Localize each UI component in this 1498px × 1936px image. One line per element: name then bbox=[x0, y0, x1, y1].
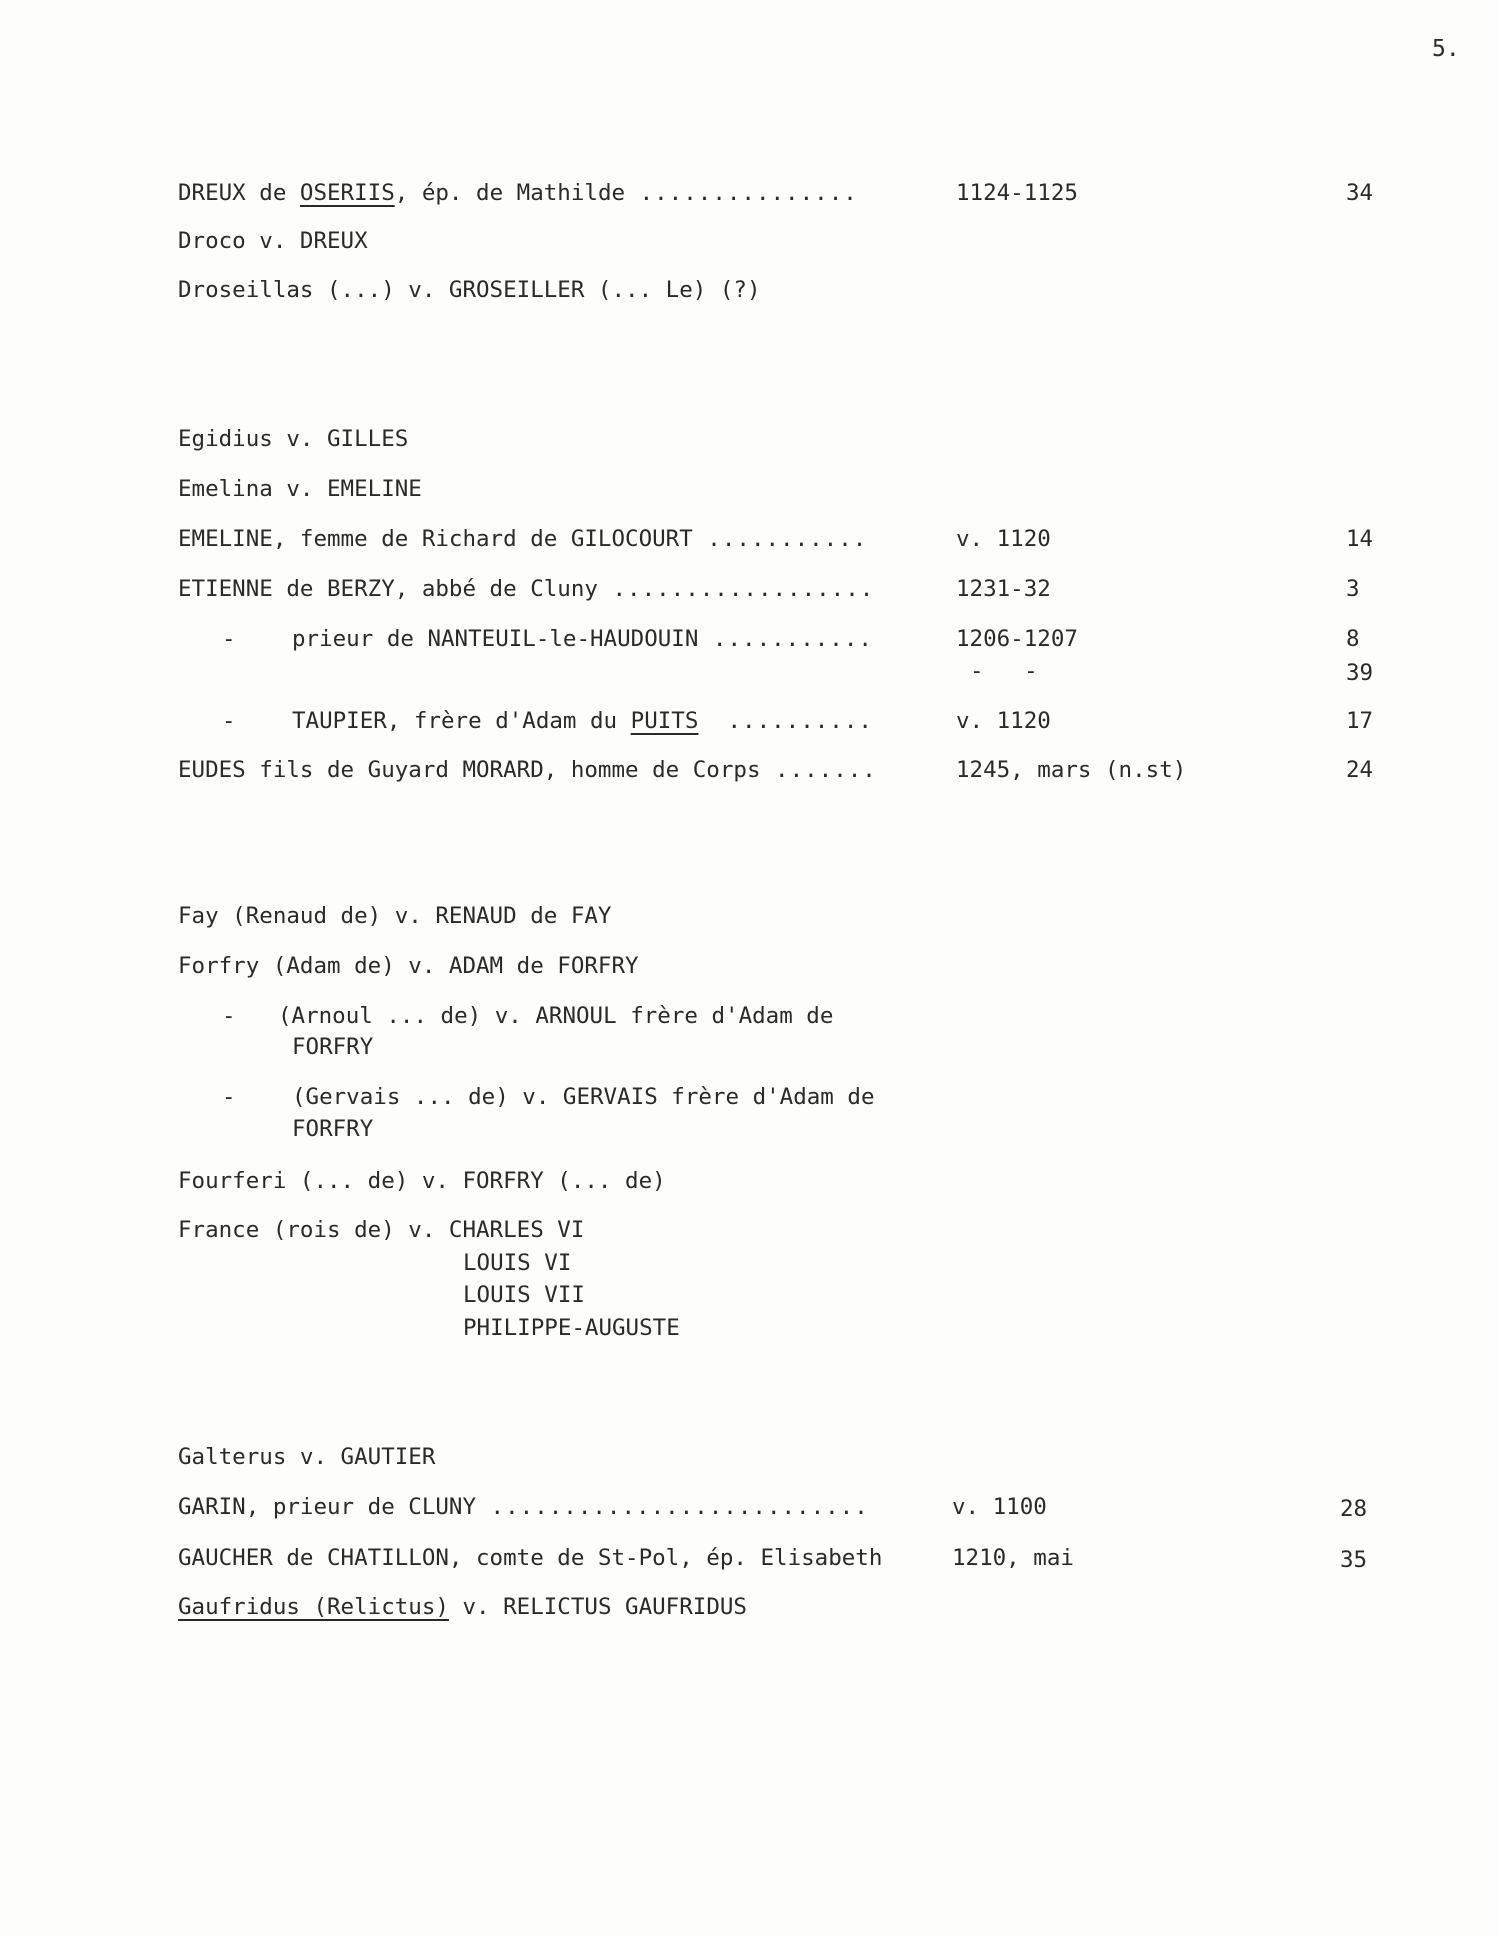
dot-leader: ........... bbox=[698, 626, 873, 652]
index-list-item: LOUIS VII bbox=[463, 1282, 585, 1308]
entry-date: v. 1120 bbox=[956, 708, 1051, 734]
dot-leader: ............... bbox=[625, 180, 858, 206]
index-entry bbox=[178, 1492, 928, 1522]
entry-underlined-text: PUITS bbox=[630, 708, 699, 734]
ditto-dash: - bbox=[222, 626, 236, 652]
dot-leader: ....... bbox=[760, 757, 877, 783]
entry-number: 3 bbox=[1346, 576, 1360, 602]
entry-date: 1210, mai bbox=[952, 1545, 1074, 1571]
entry-date: 1245, mars (n.st) bbox=[956, 757, 1187, 783]
entry-number: 35 bbox=[1340, 1547, 1368, 1573]
index-subentry: (Gervais ... de) v. GERVAIS frère d'Adam de bbox=[292, 1084, 875, 1110]
entry-text: , ép. de Mathilde bbox=[394, 180, 626, 206]
index-entry: GAUCHER de CHATILLON, comte de St-Pol, ép. Elisabeth bbox=[178, 1545, 883, 1571]
index-subentry bbox=[292, 624, 873, 654]
entry-date: 1124-1125 bbox=[956, 180, 1078, 206]
entry-number: 24 bbox=[1346, 757, 1374, 783]
index-subentry-continued: FORFRY bbox=[292, 1116, 374, 1142]
index-entry: Forfry (Adam de) v. ADAM de FORFRY bbox=[178, 953, 639, 979]
dot-leader: .......................... bbox=[476, 1494, 869, 1520]
index-entry bbox=[178, 524, 928, 554]
index-subentry bbox=[292, 706, 873, 736]
index-subentry-continued: FORFRY bbox=[292, 1034, 374, 1060]
entry-number: 28 bbox=[1340, 1496, 1368, 1522]
ditto-dash: - bbox=[222, 1003, 236, 1029]
entry-text: DREUX de bbox=[178, 180, 300, 206]
entry-date: v. 1120 bbox=[956, 526, 1051, 552]
entry-text: prieur de NANTEUIL-le-HAUDOUIN bbox=[292, 626, 699, 652]
page-number: 5. bbox=[1432, 36, 1460, 62]
dot-leader: .................. bbox=[597, 576, 875, 602]
index-entry: Droco v. DREUX bbox=[178, 228, 368, 254]
dot-leader: .......... bbox=[698, 708, 873, 734]
dot-leader: ........... bbox=[692, 526, 868, 552]
index-entry bbox=[178, 574, 928, 604]
index-list-item: PHILIPPE-AUGUSTE bbox=[463, 1315, 680, 1341]
entry-date: v. 1100 bbox=[952, 1494, 1047, 1520]
entry-number: 8 bbox=[1346, 626, 1360, 652]
entry-number: 14 bbox=[1346, 526, 1374, 552]
entry-number: 17 bbox=[1346, 708, 1374, 734]
index-list-item: LOUIS VI bbox=[463, 1250, 572, 1276]
index-entry: Droseillas (...) v. GROSEILLER (... Le) (?) bbox=[178, 277, 761, 303]
entry-text: EUDES fils de Guyard MORARD, homme de Corps bbox=[178, 757, 761, 783]
entry-underlined-text: OSERIIS bbox=[299, 180, 395, 206]
index-entry: Galterus v. GAUTIER bbox=[178, 1444, 436, 1470]
entry-underlined-text: Gaufridus (Relictus) bbox=[178, 1594, 449, 1620]
ditto-dash: - bbox=[222, 708, 236, 734]
entry-date: 1206-1207 bbox=[956, 626, 1078, 652]
entry-text: GARIN, prieur de CLUNY bbox=[178, 1494, 477, 1520]
entry-text: EMELINE, femme de Richard de GILOCOURT bbox=[178, 526, 693, 552]
index-entry: Fourferi (... de) v. FORFRY (... de) bbox=[178, 1168, 666, 1194]
entry-text: v. RELICTUS GAUFRIDUS bbox=[448, 1594, 747, 1620]
entry-number: 39 bbox=[1346, 660, 1374, 686]
ditto-dash: - bbox=[222, 1084, 236, 1110]
entry-text: ETIENNE de BERZY, abbé de Cluny bbox=[178, 576, 598, 602]
entry-date: 1231-32 bbox=[956, 576, 1051, 602]
index-entry bbox=[178, 1592, 928, 1622]
index-entry: Fay (Renaud de) v. RENAUD de FAY bbox=[178, 903, 612, 929]
entry-number: 34 bbox=[1346, 180, 1374, 206]
index-entry bbox=[178, 755, 938, 785]
index-entry: France (rois de) v. CHARLES VI bbox=[178, 1217, 585, 1243]
index-subentry: (Arnoul ... de) v. ARNOUL frère d'Adam de bbox=[278, 1003, 834, 1029]
ditto-date: - - bbox=[970, 658, 1038, 684]
index-entry: Egidius v. GILLES bbox=[178, 426, 409, 452]
index-entry bbox=[178, 178, 928, 208]
index-entry: Emelina v. EMELINE bbox=[178, 476, 422, 502]
entry-text: TAUPIER, frère d'Adam du bbox=[292, 708, 631, 734]
